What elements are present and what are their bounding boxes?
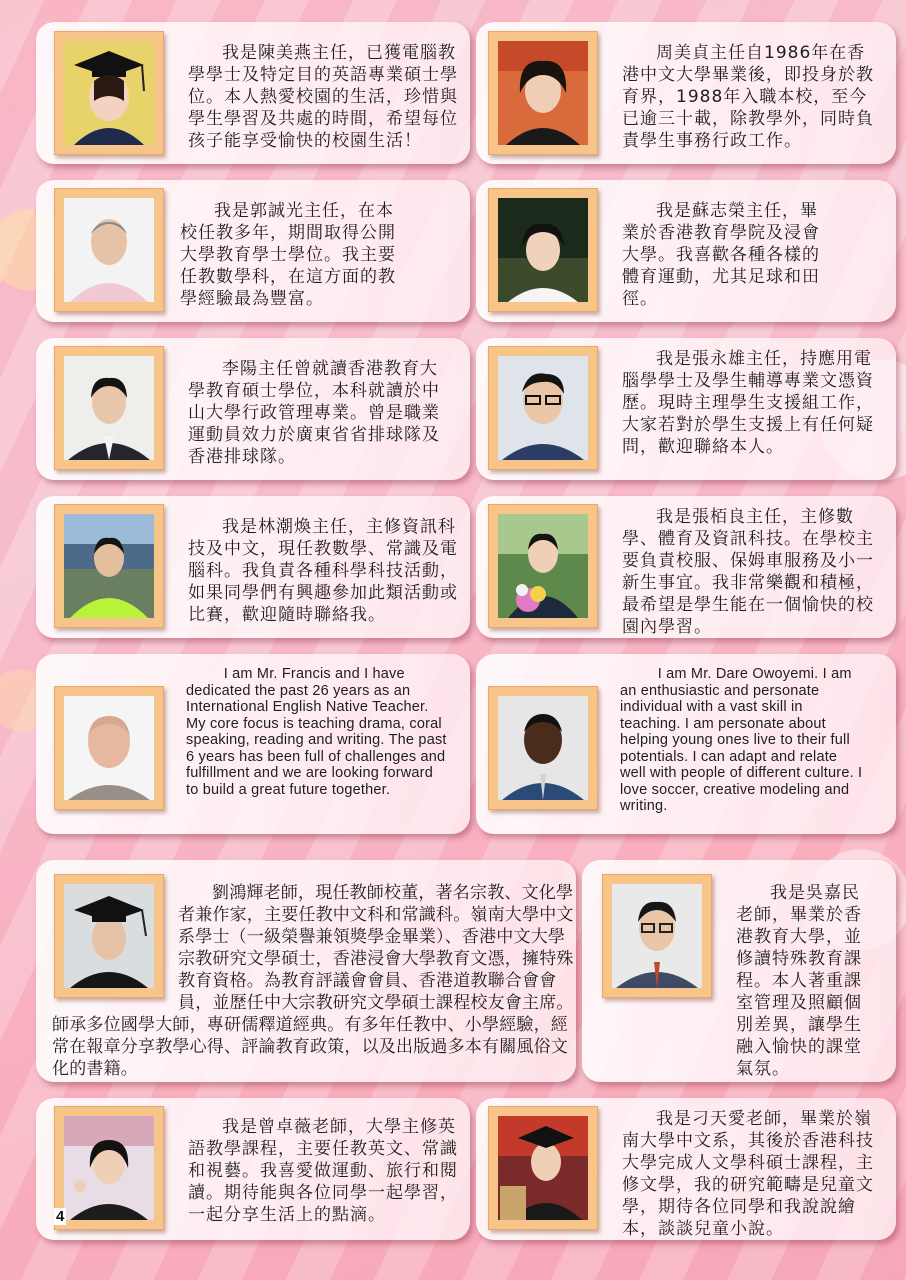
teacher-photo-dare bbox=[488, 686, 598, 810]
profile-text-dare: I am Mr. Dare Owoyemi. I am an enthusiastic and personate individual with a vast skill in teaching. I am personate about helping young ones live to their full potentials. I can adapt and relate well with people of different culture. I love soccer, creative modeling and writing. bbox=[620, 666, 863, 814]
profile-text-chan: 我是陳美燕主任，已獲電腦教學學士及特定目的英語專業碩士學位。本人熱愛校園的生活，珍惜與學生學習及共處的時間，希望每位孩子能享受愉快的校園生活！ bbox=[188, 43, 458, 151]
teacher-photo-tiu bbox=[488, 1106, 598, 1230]
page-number: 4 bbox=[56, 1208, 65, 1225]
teacher-photo-kwok bbox=[54, 188, 164, 312]
profile-text-cheung-wh: 我是張永雄主任，持應用電腦學學士及學生輔導專業文憑資歷。現時主理學生支援組工作，大家若對於學生支援上有任何疑問，歡迎聯絡本人。 bbox=[622, 349, 874, 457]
profile-text-lau: 劉鴻輝老師，現任教師校董，著名宗教、文化學者兼作家，主要任教中文科和常識科。嶺南大學中文系學士（一級榮譽兼領獎學金畢業）、香港中文大學宗教研究文學碩士，香港浸會大學教育文憑，擁特殊教育資格。為教育評議會會員、香港道教聯合會會員，並歷任中大宗教研究文學碩士課程校友會主席。師承多位國學大師，專研儒釋道經典。有多年任教中、小學經驗，經常在報章分享教學心得、評論教育政策，以及出版過多本有關風俗文化的書籍。 bbox=[52, 883, 574, 1079]
profile-text-ng: 我是吳嘉民老師，畢業於香港教育大學，並修讀特殊教育課程。本人著重課室管理及照顧個別差異，讓學生融入愉快的課堂氣氛。 bbox=[736, 883, 862, 1079]
teacher-photo-chan bbox=[54, 31, 164, 155]
teacher-photo-so bbox=[488, 188, 598, 312]
teacher-photo-lam bbox=[54, 504, 164, 628]
teacher-photo-cheung-pl bbox=[488, 504, 598, 628]
profile-text-lee: 李陽主任曾就讀香港教育大學教育碩士學位，本科就讀於中山大學行政管理專業。曾是職業運動員效力於廣東省省排球隊及香港排球隊。 bbox=[188, 359, 440, 467]
profile-text-kwok: 我是郭誠光主任，在本校任教多年，期間取得公開大學教育學士學位。我主要任教數學科，在這方面的教學經驗最為豐富。 bbox=[180, 201, 396, 309]
teacher-photo-francis bbox=[54, 686, 164, 810]
teacher-photo-tsang bbox=[54, 1106, 164, 1230]
teacher-photo-cheung-wh bbox=[488, 346, 598, 470]
profile-text-chow: 周美貞主任自1986年在香港中文大學畢業後，即投身於教育界，1988年入職本校，至今已逾三十載，除教學外，同時負責學生事務行政工作。 bbox=[622, 43, 874, 151]
photo-wrap-spacer bbox=[52, 882, 178, 1014]
profile-text-francis: I am Mr. Francis and I have dedicated the past 26 years as an International English Native Teacher. My core focus is teaching drama, coral speaking, reading and writing. The past 6 years has been full of challenges and fulfillment and we are looking forward to build a great future together. bbox=[186, 666, 447, 798]
profile-text-cheung-pl: 我是張栢良主任，主修數學、體育及資訊科技。在學校主要負責校服、保姆車服務及小一新生事宜。我非常樂觀和積極，最希望是學生能在一個愉快的校園內學習。 bbox=[622, 507, 874, 637]
profile-text-so: 我是蘇志榮主任，畢業於香港教育學院及浸會大學。我喜歡各種各樣的體育運動，尤其足球和田徑。 bbox=[622, 201, 820, 309]
teacher-photo-chow bbox=[488, 31, 598, 155]
teacher-photo-lee bbox=[54, 346, 164, 470]
teacher-photo-ng bbox=[602, 874, 712, 998]
profile-text-tsang: 我是曾卓薇老師，大學主修英語教學課程，主要任教英文、常識和視藝。我喜愛做運動、旅行和閱讀。期待能與各位同學一起學習，一起分享生活上的點滴。 bbox=[188, 1117, 458, 1225]
profile-text-lam: 我是林潮煥主任，主修資訊科技及中文，現任教數學、常識及電腦科。我負責各種科學科技活動，如果同學們有興趣參加此類活動或比賽，歡迎隨時聯絡我。 bbox=[188, 517, 458, 625]
profile-text-tiu: 我是刁天愛老師，畢業於嶺南大學中文系，其後於香港科技大學完成人文學科碩士課程，主修文學，我的研究範疇是兒童文學，期待各位同學和我說說繪本，談談兒童小說。 bbox=[622, 1109, 874, 1239]
